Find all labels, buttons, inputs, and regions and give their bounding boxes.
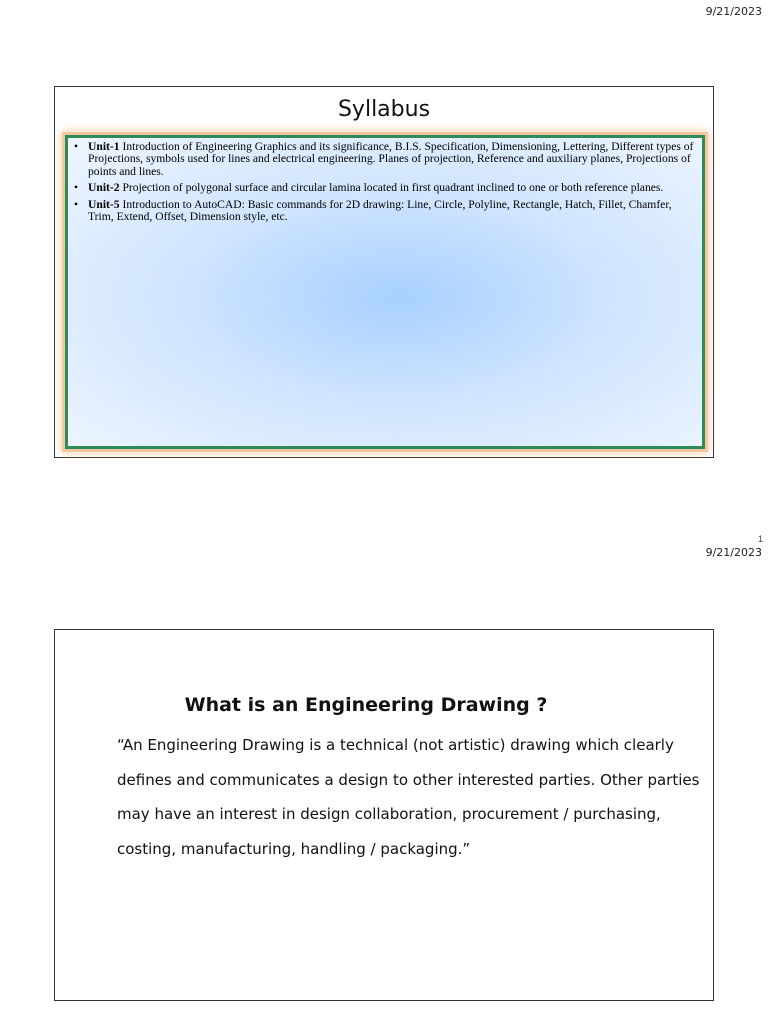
syllabus-item-unit-2: [72, 182, 696, 194]
syllabus-slide: [54, 86, 714, 458]
syllabus-list: [72, 141, 696, 223]
unit-description: Introduction of Engineering Graphics and its significance, B.I.S. Specification, Dimensioning, Lettering, Different types of Projections, symbols used for lines and electrical engineering. Planes of projection, Reference and auxiliary planes, Projections of points and lines.: [88, 140, 694, 178]
bullet-icon: •: [74, 197, 79, 211]
page-number-mark: 1: [757, 534, 763, 544]
unit-description: Projection of polygonal surface and circular lamina located in first quadrant inclined to one or both reference planes.: [119, 181, 664, 195]
definition-slide: [54, 629, 714, 1001]
unit-label: Unit-5: [88, 197, 120, 211]
bullet-icon: •: [74, 140, 79, 153]
unit-label: Unit-2: [88, 181, 120, 195]
syllabus-content-box: [65, 135, 705, 449]
definition-quote: “An Engineering Drawing is a technical (not artistic) drawing which clearly defines and communicates a design to other interested parties. Other parties may have an interest in design collaboration, procurement / purchasing, costing, manufacturing, handling / packaging.”: [117, 736, 700, 858]
slide-date-top: 9/21/2023: [705, 5, 762, 18]
slide-title-syllabus: Syllabus: [337, 97, 431, 122]
bullet-icon: •: [74, 181, 79, 195]
slide-title-definition: What is an Engineering Drawing ?: [184, 694, 548, 716]
syllabus-item-unit-1: [72, 141, 696, 178]
syllabus-item-unit-5: [72, 199, 696, 224]
unit-label: Unit-1: [88, 140, 120, 153]
slide-date-middle: 9/21/2023: [705, 546, 762, 559]
unit-description: Introduction to AutoCAD: Basic commands for 2D drawing: Line, Circle, Polyline, Rectangle, Hatch, Fillet, Chamfer, Trim, Extend, Offset, Dimension style, etc.: [88, 197, 672, 224]
